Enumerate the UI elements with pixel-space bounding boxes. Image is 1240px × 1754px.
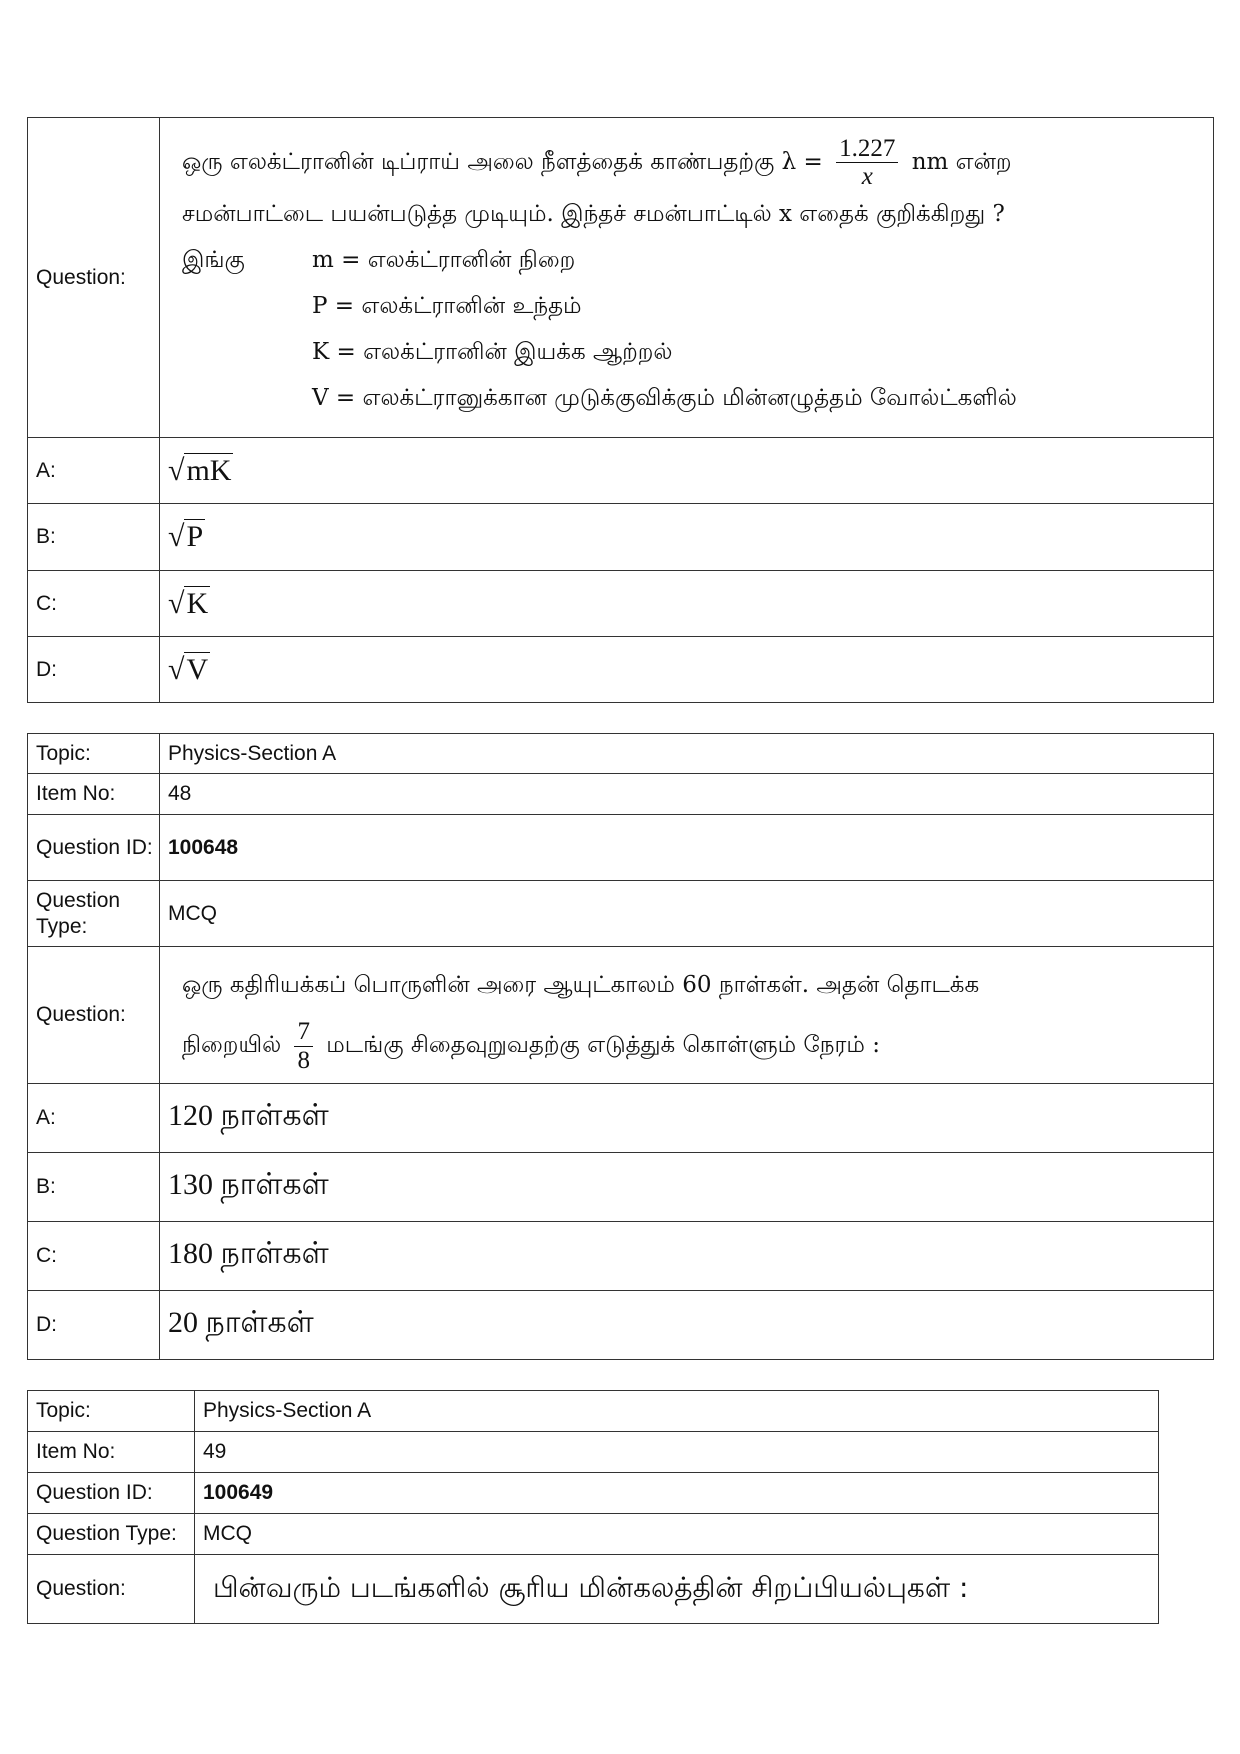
question-id-value: 100648 bbox=[160, 815, 1214, 881]
question-table-47 bbox=[27, 117, 1214, 703]
option-d-label: D: bbox=[28, 637, 160, 703]
definition-p: P = எலக்ட்ரானின் உந்தம் bbox=[312, 292, 582, 319]
option-b-value: 130 நாள்கள் bbox=[160, 1153, 1214, 1222]
question-line-1: ஒரு கதிரியக்கப் பொருளின் அரை ஆயுட்காலம் 60 நாள்கள். அதன் தொடக்க bbox=[182, 972, 980, 998]
option-c-radicand: K bbox=[186, 586, 209, 620]
question-line-2-pre: நிறையில் bbox=[182, 1032, 282, 1058]
question-id-label: Question ID: bbox=[28, 1473, 195, 1514]
item-no-label: Item No: bbox=[28, 774, 160, 815]
option-d-radicand: V bbox=[186, 652, 209, 686]
question-type-value: MCQ bbox=[160, 881, 1214, 947]
option-a-radicand: mK bbox=[186, 453, 232, 487]
question-text bbox=[195, 1555, 1159, 1624]
question-type-label: Question Type: bbox=[28, 881, 160, 947]
item-no-value: 49 bbox=[195, 1432, 1159, 1473]
option-d-value: 20 நாள்கள் bbox=[160, 1291, 1214, 1360]
topic-value: Physics-Section A bbox=[160, 734, 1214, 774]
lambda-fraction bbox=[836, 135, 898, 191]
question-line-1-suffix: nm என்ற bbox=[911, 148, 1012, 175]
sqrt-symbol: √ bbox=[168, 586, 185, 620]
question-line: பின்வரும் படங்களில் சூரிய மின்கலத்தின் சிறப்பியல்புகள் : bbox=[213, 1570, 969, 1604]
option-a-label: A: bbox=[28, 1084, 160, 1153]
definition-k: K = எலக்ட்ரானின் இயக்க ஆற்றல் bbox=[312, 338, 673, 365]
question-label: Question: bbox=[28, 947, 160, 1084]
definition-v: V = எலக்ட்ரானுக்கான முடுக்குவிக்கும் மின்னழுத்தம் வோல்ட்களில் bbox=[312, 384, 1017, 411]
option-a-label: A: bbox=[28, 438, 160, 504]
option-b-value bbox=[160, 504, 1214, 571]
question-line-2: சமன்பாட்டை பயன்படுத்த முடியும். இந்தச் சமன்பாட்டில் x எதைக் குறிக்கிறது ? bbox=[182, 200, 1005, 227]
topic-label: Topic: bbox=[28, 1391, 195, 1432]
option-a-value bbox=[160, 438, 1214, 504]
question-id-value: 100649 bbox=[195, 1473, 1159, 1514]
option-b-label: B: bbox=[28, 1153, 160, 1222]
sqrt-symbol: √ bbox=[168, 520, 185, 553]
option-a-value: 120 நாள்கள் bbox=[160, 1084, 1214, 1153]
question-label: Question: bbox=[28, 1555, 195, 1624]
fraction-numerator: 7 bbox=[294, 1018, 313, 1047]
question-table-48 bbox=[27, 733, 1214, 1360]
question-type-label: Question Type: bbox=[28, 1514, 195, 1555]
fraction-denominator: x bbox=[861, 163, 873, 190]
option-c-label: C: bbox=[28, 1222, 160, 1291]
here-label: இங்கு bbox=[182, 246, 245, 273]
option-c-value: 180 நாள்கள் bbox=[160, 1222, 1214, 1291]
question-line-2-post: மடங்கு சிதைவுறுவதற்கு எடுத்துக் கொள்ளும் நேரம் : bbox=[326, 1032, 880, 1058]
option-b-label: B: bbox=[28, 504, 160, 571]
option-c-label: C: bbox=[28, 571, 160, 637]
option-b-radicand: P bbox=[186, 520, 204, 553]
definition-m: m = எலக்ட்ரானின் நிறை bbox=[312, 246, 576, 273]
question-text bbox=[160, 118, 1214, 438]
question-table-49 bbox=[27, 1390, 1159, 1624]
question-line-1: ஒரு எலக்ட்ரானின் டிப்ராய் அலை நீளத்தைக் காண்பதற்கு λ = bbox=[182, 148, 823, 175]
topic-value: Physics-Section A bbox=[195, 1391, 1159, 1432]
question-text bbox=[160, 947, 1214, 1084]
question-type-value: MCQ bbox=[195, 1514, 1159, 1555]
option-d-label: D: bbox=[28, 1291, 160, 1360]
topic-label: Topic: bbox=[28, 734, 160, 774]
question-id-label: Question ID: bbox=[28, 815, 160, 881]
seven-eighths-fraction bbox=[294, 1018, 313, 1074]
item-no-value: 48 bbox=[160, 774, 1214, 815]
sqrt-symbol: √ bbox=[168, 453, 185, 487]
fraction-numerator: 1.227 bbox=[836, 135, 898, 164]
question-label: Question: bbox=[28, 118, 160, 438]
item-no-label: Item No: bbox=[28, 1432, 195, 1473]
fraction-denominator: 8 bbox=[297, 1046, 310, 1074]
option-c-value bbox=[160, 571, 1214, 637]
sqrt-symbol: √ bbox=[168, 652, 185, 686]
option-d-value bbox=[160, 637, 1214, 703]
